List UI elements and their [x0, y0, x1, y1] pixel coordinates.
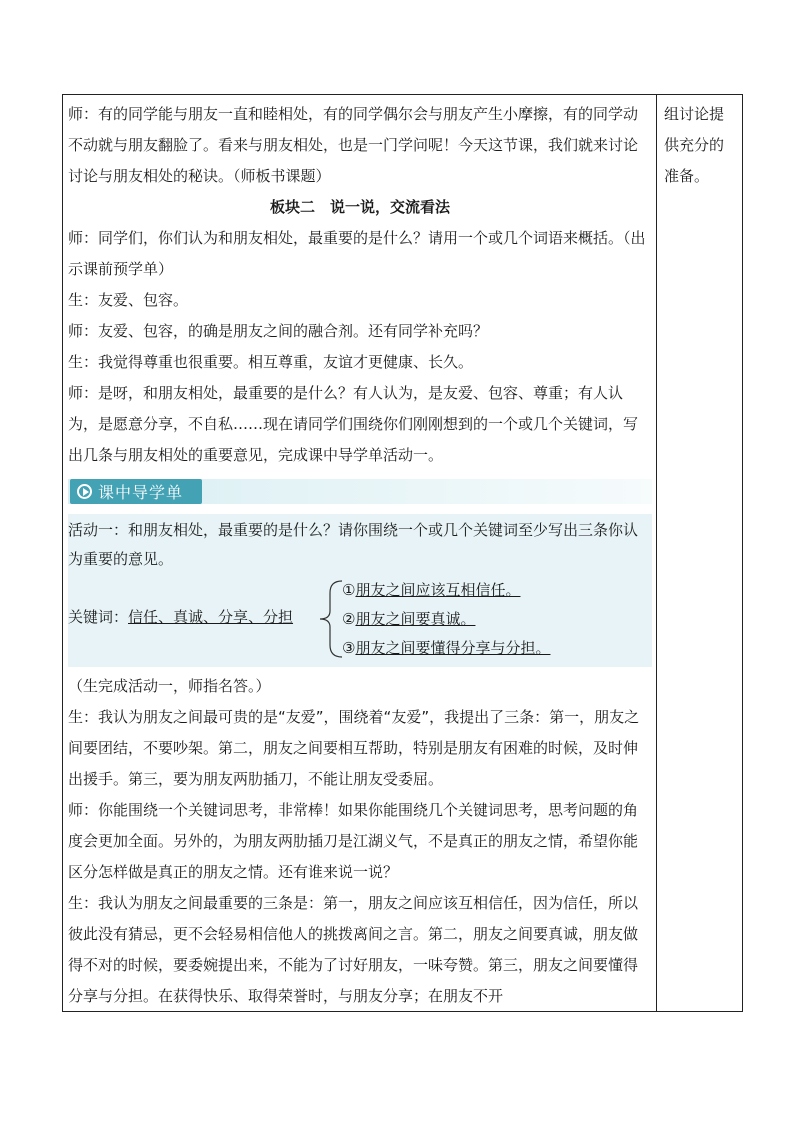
answer-item	[342, 579, 520, 601]
dialogue-line: 师：同学们，你们认为和朋友相处，最重要的是什么？请用一个或几个词语来概括。（出示课前预学单）	[68, 229, 646, 278]
guide-banner	[68, 479, 652, 504]
answer-text: 朋友之间要真诚。	[355, 610, 476, 628]
keyword-section	[68, 577, 652, 661]
dialogue-line: 生：友爱、包容。	[68, 291, 189, 309]
answer-item	[342, 637, 550, 659]
answer-text: 朋友之间要懂得分享与分担。	[355, 639, 551, 657]
answer-number: ②	[342, 610, 356, 628]
activity-box	[68, 514, 652, 667]
keyword-terms: 信任、真诚、分享、分担	[128, 608, 294, 626]
main-column	[68, 99, 652, 1012]
dialogue-line: 生：我认为朋友之间最可贵的是“友爱”，围绕着“友爱”，我提出了三条：第一，朋友之间要团结，不要吵架。第二，朋友之间要相互帮助，特别是朋友有困难的时候，及时伸出援手。第三，要为朋友两肋插刀，不能让朋友受委屈。	[68, 708, 640, 788]
side-note-column	[664, 99, 736, 192]
activity-prompt: 活动一：和朋友相处，最重要的是什么？请你围绕一个或几个关键词至少写出三条你认为重要的意见。	[68, 521, 639, 568]
dialogue-line: 师：是呀，和朋友相处，最重要的是什么？有人认为，是友爱、包容、尊重；有人认为，是愿意分享，不自私……现在请同学们围绕你们刚刚想到的一个或几个关键词，写出几条与朋友相处的重要意见，完成课中导学单活动一。	[68, 384, 639, 464]
play-circle-icon	[77, 484, 92, 499]
keyword-label: 关键词：	[68, 608, 129, 626]
dialogue-line: 师：你能围绕一个关键词思考，非常棒！如果你能围绕几个关键词思考，思考问题的角度会更加全面。另外的，为朋友两肋插刀是江湖义气，不是真正的朋友之情，希望你能区分怎样做是真正的朋友之情。还有谁来说一说？	[68, 801, 639, 881]
keyword-line	[68, 605, 293, 629]
guide-banner-tab	[70, 479, 202, 504]
answer-number: ①	[342, 581, 356, 599]
intro-paragraph: 师：有的同学能与朋友一直和睦相处，有的同学偶尔会与朋友产生小摩擦，有的同学动不动就与朋友翻脸了。看来与朋友相处，也是一门学问呢！今天这节课，我们就来讨论讨论与朋友相处的秘诀。（师板书课题）	[68, 105, 639, 185]
answer-number: ③	[342, 639, 356, 657]
dialogue-line: （生完成活动一，师指名答。）	[68, 677, 271, 695]
column-divider	[656, 94, 657, 1012]
dialogue-block	[68, 671, 652, 1012]
dialogue-line: 生：我觉得尊重也很重要。相互尊重，友谊才更健康、长久。	[68, 353, 474, 371]
answer-item	[342, 608, 475, 630]
dialogue-line: 生：我认为朋友之间最重要的三条是：第一，朋友之间应该互相信任，因为信任，所以彼此没有猜忌，更不会轻易相信他人的挑拨离间之言。第二，朋友之间要真诚，朋友做得不对的时候，要委婉提出来，不能为了讨好朋友，一味夸赞。第三，朋友之间要懂得分享与分担。在获得快乐、取得荣誉时，与朋友分享；在朋友不开	[68, 894, 639, 1005]
dialogue-line: 师：友爱、包容，的确是朋友之间的融合剂。还有同学补充吗？	[68, 322, 489, 340]
banner-title: 课中导学单	[98, 483, 184, 502]
side-note: 组讨论提供充分的准备。	[664, 105, 725, 185]
section-title: 板块二 说一说，交流看法	[269, 198, 450, 216]
answer-text: 朋友之间应该互相信任。	[355, 581, 521, 599]
